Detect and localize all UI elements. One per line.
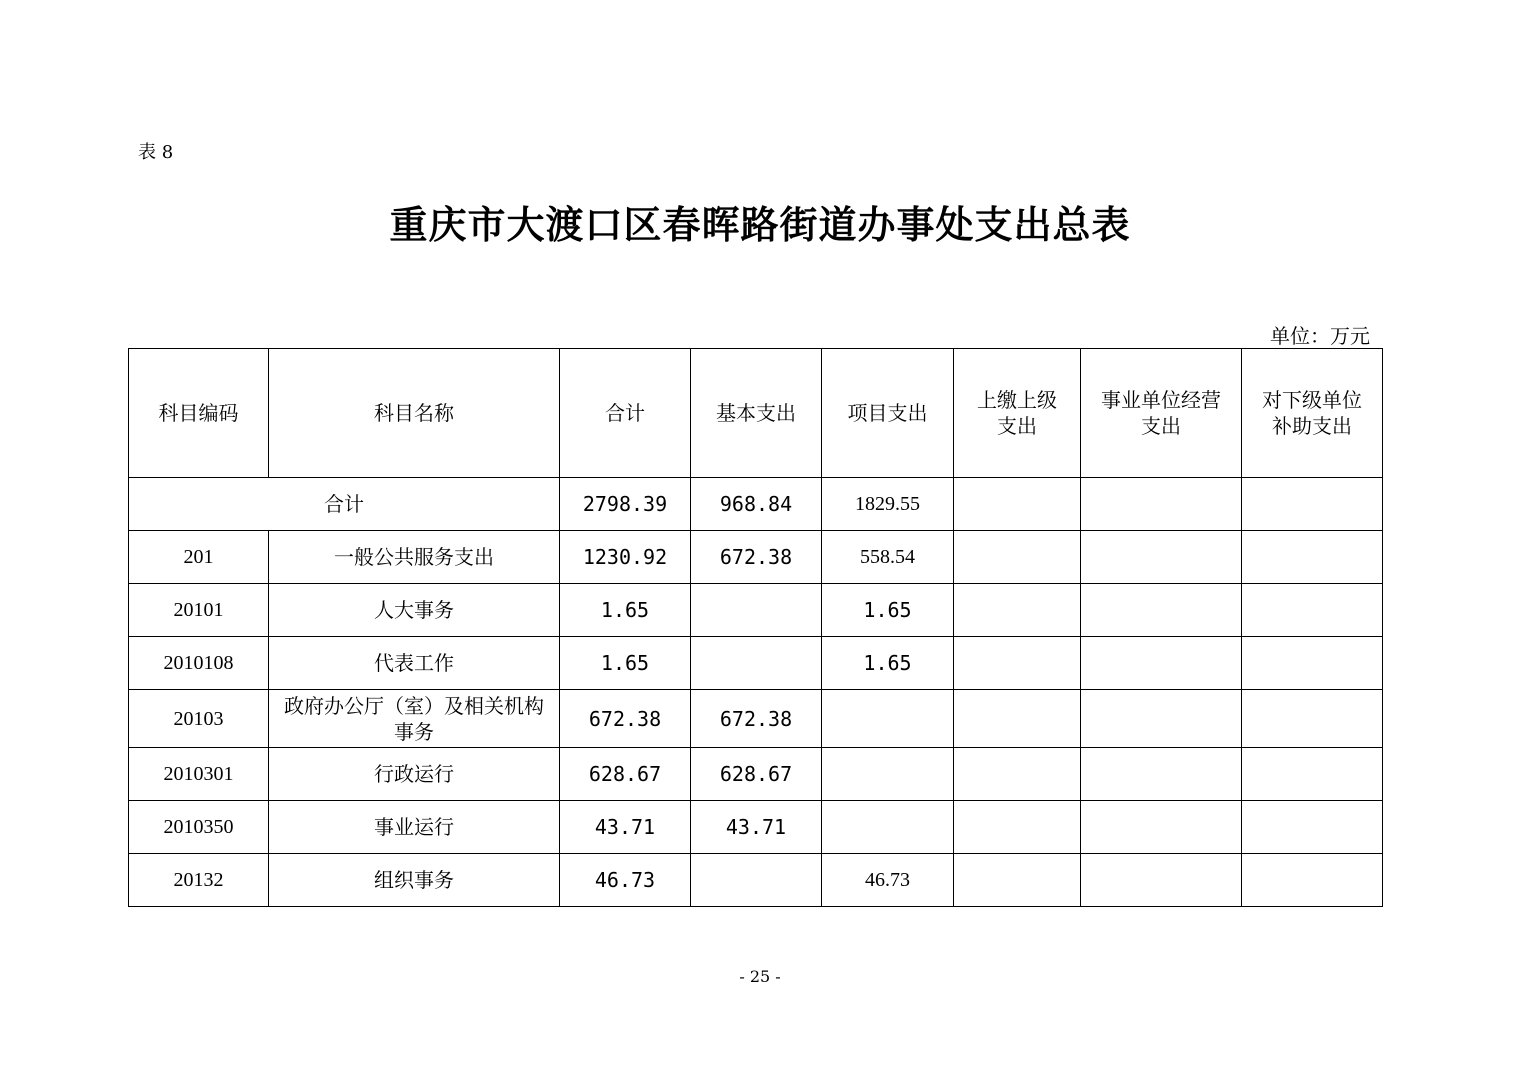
expense-table — [128, 348, 1383, 907]
row-name: 一般公共服务支出 — [269, 531, 560, 584]
summary-row — [129, 478, 1383, 531]
header-business-line2: 支出 — [1141, 414, 1181, 438]
row-code: 2010108 — [129, 637, 269, 690]
row-business — [1081, 584, 1242, 637]
row-project — [822, 748, 954, 801]
table-row — [129, 531, 1383, 584]
row-upper — [954, 801, 1081, 854]
row-total: 628.67 — [560, 748, 691, 801]
row-total: 1.65 — [560, 584, 691, 637]
row-business — [1081, 690, 1242, 748]
row-code: 20103 — [129, 690, 269, 748]
row-subsidy — [1242, 854, 1383, 907]
row-subsidy — [1242, 584, 1383, 637]
row-business — [1081, 748, 1242, 801]
row-name: 人大事务 — [269, 584, 560, 637]
row-project: 1.65 — [822, 637, 954, 690]
header-business — [1081, 349, 1242, 478]
row-project — [822, 801, 954, 854]
row-total: 1230.92 — [560, 531, 691, 584]
header-subsidy — [1242, 349, 1383, 478]
row-subsidy — [1242, 531, 1383, 584]
header-subsidy-line1: 对下级单位 — [1262, 388, 1362, 412]
row-basic — [691, 854, 822, 907]
row-basic: 672.38 — [691, 531, 822, 584]
header-code: 科目编码 — [129, 349, 269, 478]
row-total: 46.73 — [560, 854, 691, 907]
row-basic: 628.67 — [691, 748, 822, 801]
row-business — [1081, 801, 1242, 854]
row-code: 20101 — [129, 584, 269, 637]
row-basic: 43.71 — [691, 801, 822, 854]
row-name: 政府办公厅（室）及相关机构事务 — [269, 690, 560, 748]
header-upper — [954, 349, 1081, 478]
table-row — [129, 854, 1383, 907]
row-code: 201 — [129, 531, 269, 584]
page-title: 重庆市大渡口区春晖路街道办事处支出总表 — [389, 203, 1131, 247]
summary-subsidy — [1242, 478, 1383, 531]
header-total: 合计 — [560, 349, 691, 478]
summary-basic: 968.84 — [691, 478, 822, 531]
header-business-line1: 事业单位经营 — [1101, 388, 1221, 412]
row-name: 组织事务 — [269, 854, 560, 907]
table-row — [129, 690, 1383, 748]
row-code: 20132 — [129, 854, 269, 907]
unit-label: 单位：万元 — [1270, 324, 1370, 348]
row-upper — [954, 854, 1081, 907]
table-row — [129, 637, 1383, 690]
row-business — [1081, 531, 1242, 584]
summary-upper — [954, 478, 1081, 531]
row-code: 2010350 — [129, 801, 269, 854]
header-basic: 基本支出 — [691, 349, 822, 478]
row-upper — [954, 637, 1081, 690]
table-row — [129, 584, 1383, 637]
row-subsidy — [1242, 748, 1383, 801]
row-basic — [691, 637, 822, 690]
row-name: 代表工作 — [269, 637, 560, 690]
row-basic — [691, 584, 822, 637]
row-subsidy — [1242, 637, 1383, 690]
table-row — [129, 801, 1383, 854]
page-number: - 25 - — [739, 967, 781, 986]
summary-label: 合计 — [129, 478, 560, 531]
row-upper — [954, 584, 1081, 637]
row-project: 558.54 — [822, 531, 954, 584]
row-business — [1081, 854, 1242, 907]
header-upper-line1: 上缴上级 — [977, 388, 1057, 412]
header-upper-line2: 支出 — [997, 414, 1037, 438]
table-label: 表 8 — [138, 142, 174, 163]
row-code: 2010301 — [129, 748, 269, 801]
row-project — [822, 690, 954, 748]
row-project: 1.65 — [822, 584, 954, 637]
row-subsidy — [1242, 801, 1383, 854]
row-business — [1081, 637, 1242, 690]
summary-project: 1829.55 — [822, 478, 954, 531]
summary-business — [1081, 478, 1242, 531]
row-name: 行政运行 — [269, 748, 560, 801]
summary-total: 2798.39 — [560, 478, 691, 531]
row-basic: 672.38 — [691, 690, 822, 748]
table-row — [129, 748, 1383, 801]
row-upper — [954, 531, 1081, 584]
row-upper — [954, 748, 1081, 801]
header-subsidy-line2: 补助支出 — [1272, 414, 1352, 438]
row-total: 43.71 — [560, 801, 691, 854]
row-project: 46.73 — [822, 854, 954, 907]
header-name: 科目名称 — [269, 349, 560, 478]
row-total: 672.38 — [560, 690, 691, 748]
row-total: 1.65 — [560, 637, 691, 690]
row-name: 事业运行 — [269, 801, 560, 854]
row-subsidy — [1242, 690, 1383, 748]
header-project: 项目支出 — [822, 349, 954, 478]
table-header-row — [129, 349, 1383, 478]
row-upper — [954, 690, 1081, 748]
